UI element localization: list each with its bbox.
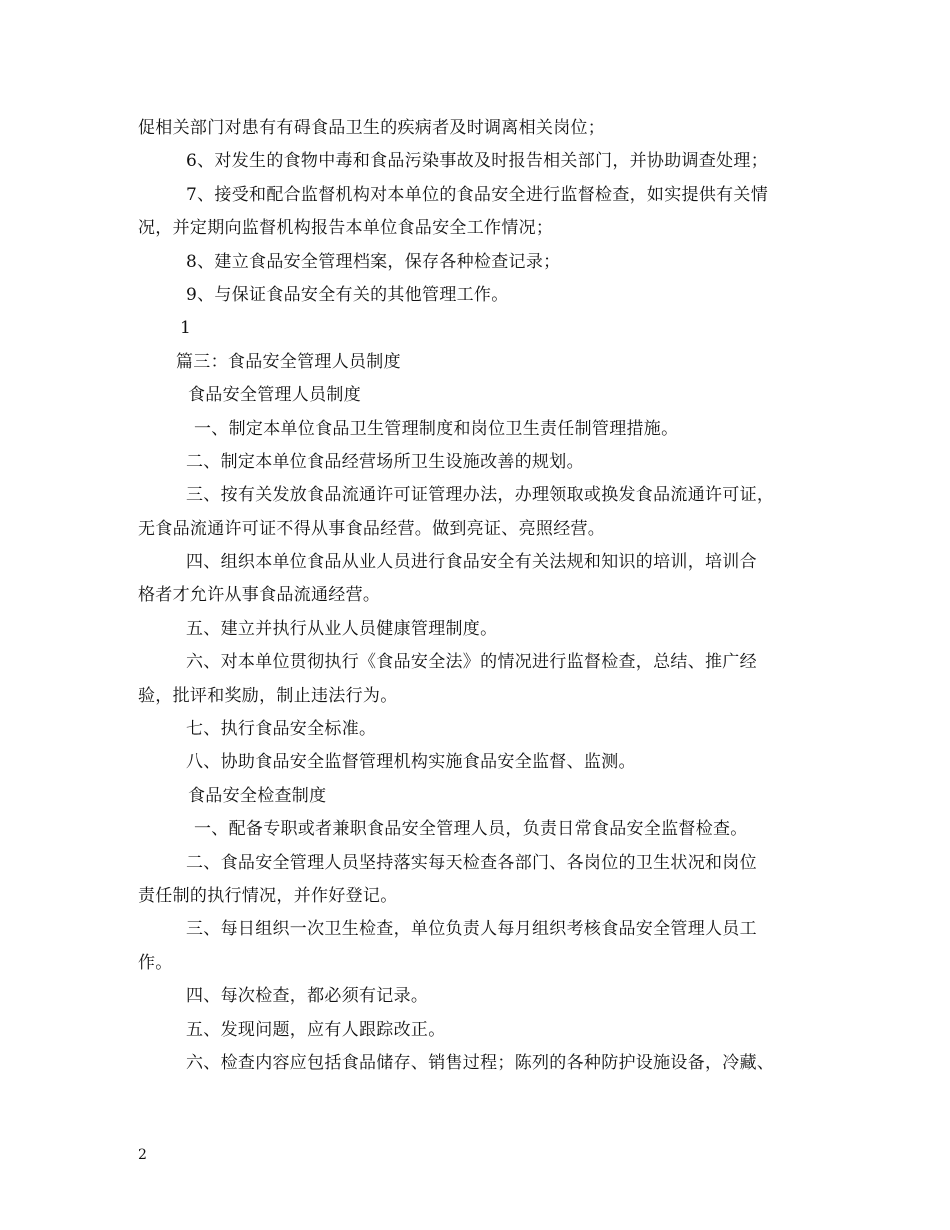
text-line: 促相关部门对患有有碍食品卫生的疾病者及时调离相关岗位； — [138, 118, 606, 138]
text-line: 五、建立并执行从业人员健康管理制度。 — [186, 618, 498, 639]
text-line: 六、检查内容应包括食品储存、销售过程；陈列的各种防护设施设备，冷藏、 — [186, 1052, 775, 1073]
text-line: 况，并定期向监督机构报告本单位食品安全工作情况； — [138, 218, 554, 239]
text-line: 食品安全管理人员制度 — [188, 385, 361, 406]
text-line: 六、对本单位贯彻执行《食品安全法》的情况进行监督检查，总结、推广经 — [186, 652, 757, 673]
text-line: 八、协助食品安全监督管理机构实施食品安全监督、监测。 — [186, 752, 636, 773]
text-line: 五、发现问题，应有人跟踪改正。 — [186, 1019, 446, 1040]
text-line: 验，批评和奖励，制止违法行为。 — [138, 685, 398, 706]
text-line: 格者才允许从事食品流通经营。 — [138, 585, 381, 606]
text-line: 四、每次检查，都必须有记录。 — [186, 986, 429, 1007]
text-line: 7、接受和配合监督机构对本单位的食品安全进行监督检查，如实提供有关情 — [186, 184, 769, 205]
text-line: 无食品流通许可证不得从事食品经营。做到亮证、亮照经营。 — [138, 518, 606, 539]
text-line: 8、建立食品安全管理档案，保存各种检查记录； — [186, 251, 561, 272]
text-line: 食品安全检查制度 — [188, 785, 327, 806]
text-line: 三、每日组织一次卫生检查，单位负责人每月组织考核食品安全管理人员工 — [186, 919, 757, 940]
text-line: 七、执行食品安全标准。 — [186, 719, 377, 740]
text-line: 6、对发生的食物中毒和食品污染事故及时报告相关部门，并协助调查处理； — [186, 151, 769, 172]
text-line: 一、制定本单位食品卫生管理制度和岗位卫生责任制管理措施。 — [194, 418, 679, 439]
text-line: 9、与保证食品安全有关的其他管理工作。 — [186, 284, 509, 305]
text-line: 二、食品安全管理人员坚持落实每天检查各部门、各岗位的卫生状况和岗位 — [186, 852, 757, 873]
text-line: 作。 — [138, 952, 173, 973]
text-line: 二、制定本单位食品经营场所卫生设施改善的规划。 — [186, 451, 584, 472]
text-line: 三、按有关发放食品流通许可证管理办法，办理领取或换发食品流通许可证， — [186, 485, 775, 506]
text-line: 1 — [180, 318, 192, 339]
document-body — [138, 112, 818, 1080]
page-number: 2 — [138, 1147, 147, 1163]
text-line: 四、组织本单位食品从业人员进行食品安全有关法规和知识的培训，培训合 — [186, 552, 757, 573]
text-line: 一、配备专职或者兼职食品安全管理人员，负责日常食品安全监督检查。 — [194, 819, 748, 840]
text-line: 篇三：食品安全管理人员制度 — [176, 351, 401, 372]
text-line: 责任制的执行情况，并作好登记。 — [138, 885, 398, 906]
